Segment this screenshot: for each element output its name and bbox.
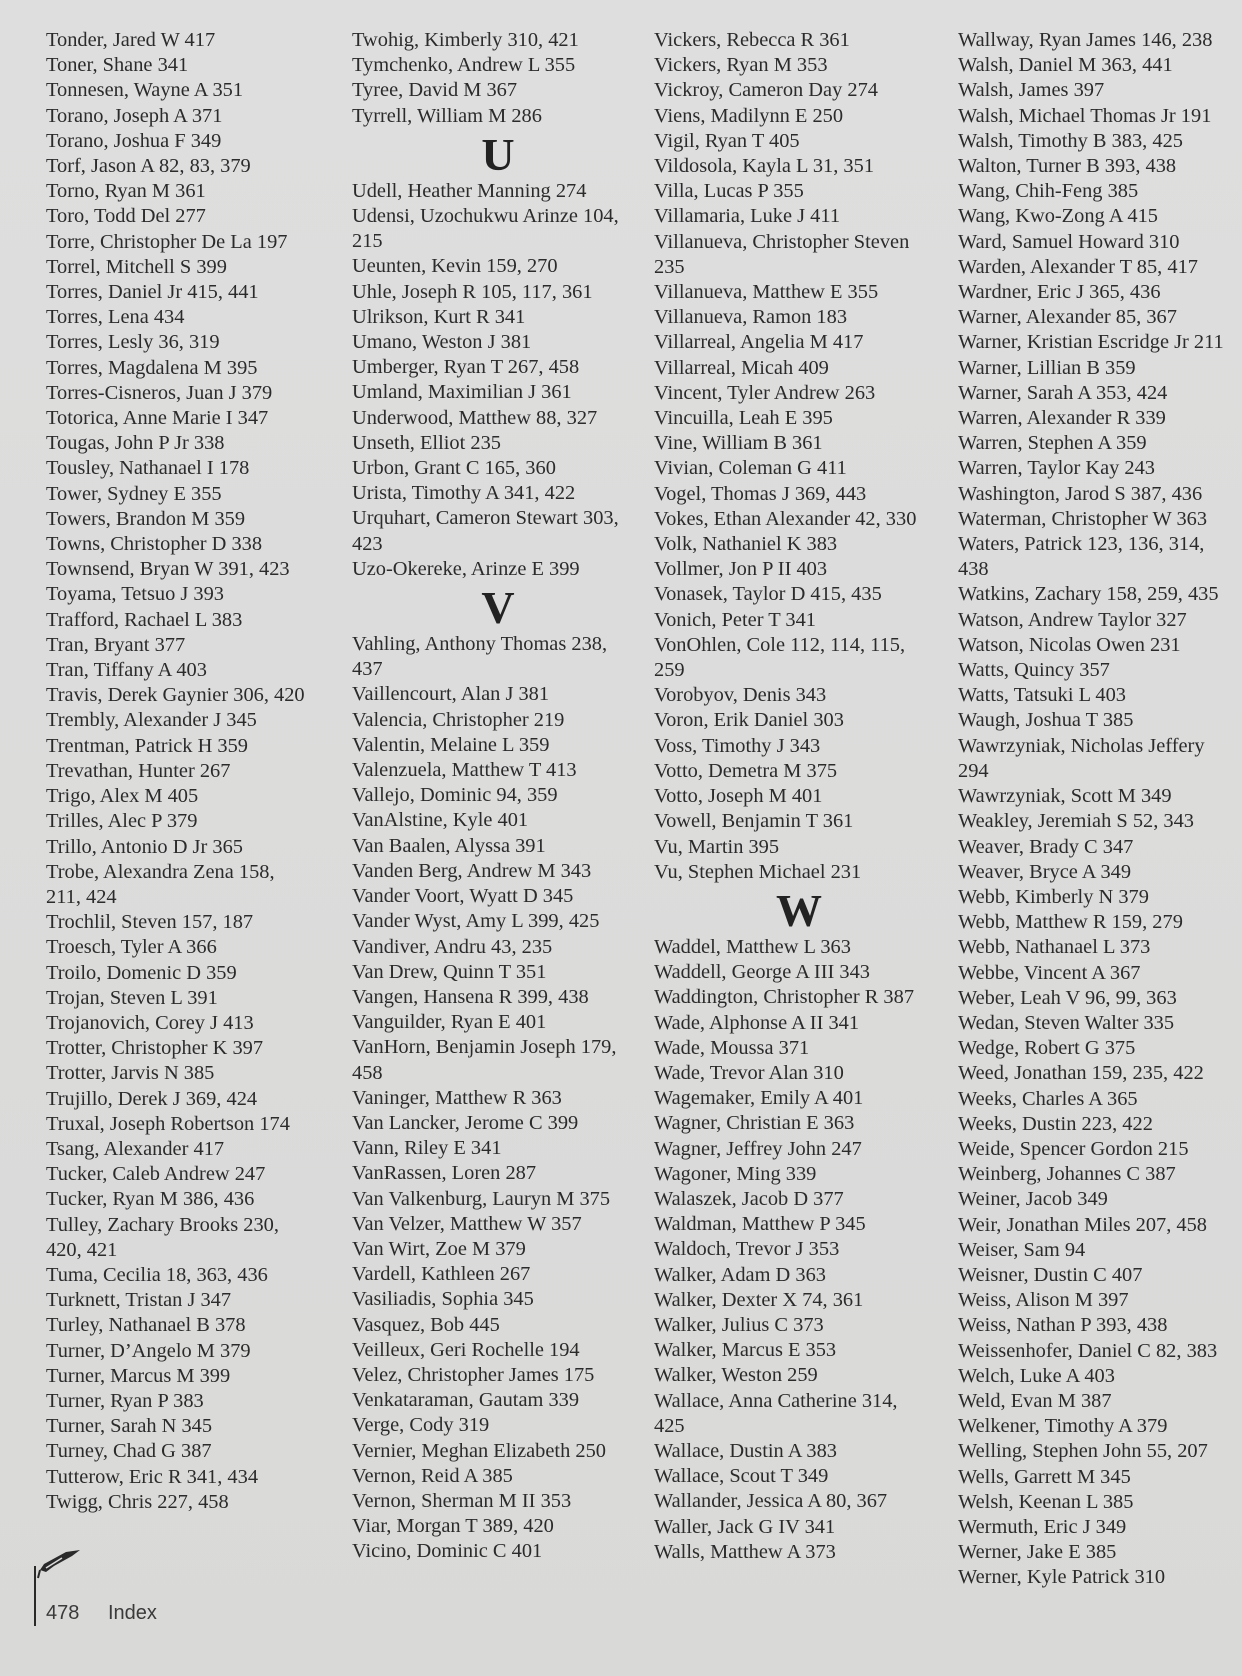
index-entry: Vahling, Anthony Thomas 238, [352,633,608,656]
index-entry: Torres, Magdalena M 395 [46,356,258,379]
index-entry: Votto, Joseph M 401 [654,785,823,808]
index-entry: Twigg, Chris 227, 458 [46,1490,229,1513]
index-entry: Umano, Weston J 381 [352,331,532,354]
index-entry: Trentman, Patrick H 359 [46,734,249,757]
index-entry: Watts, Tatsuki L 403 [958,684,1126,707]
index-entry: Torres-Cisneros, Juan J 379 [46,381,273,404]
index-entry: 458 [352,1061,383,1084]
index-entry: Vandiver, Andru 43, 235 [352,935,553,958]
index-entry: Tsang, Alexander 417 [46,1137,225,1160]
index-entry: Vu, Martin 395 [654,835,780,858]
index-entry: Walker, Marcus E 353 [654,1339,837,1362]
index-entry: Trujillo, Derek J 369, 424 [46,1087,258,1110]
index-entry: Weber, Leah V 96, 99, 363 [958,986,1177,1009]
index-entry: Vander Wyst, Amy L 399, 425 [352,910,600,933]
index-entry: Wang, Chih-Feng 385 [958,180,1139,203]
index-entry: Villanueva, Christopher Steven [654,230,910,253]
index-entry: Warden, Alexander T 85, 417 [958,255,1198,278]
index-entry: Trigo, Alex M 405 [46,785,199,808]
index-entry: Trojanovich, Corey J 413 [46,1011,254,1034]
index-entry: Tonder, Jared W 417 [46,29,216,51]
index-entry: Walker, Adam D 363 [654,1263,826,1286]
index-entry: Towns, Christopher D 338 [46,533,263,556]
index-entry: Waller, Jack G IV 341 [654,1515,836,1538]
index-entry: Waters, Patrick 123, 136, 314, [958,533,1205,556]
index-entry: Waldoch, Trevor J 353 [654,1238,840,1261]
index-entry: Wallace, Dustin A 383 [654,1439,837,1462]
index-entry: Wagoner, Ming 339 [654,1162,817,1185]
index-entry: Umland, Maximilian J 361 [352,381,572,404]
index-entry: Vangen, Hansena R 399, 438 [352,985,589,1008]
index-entry: Warren, Stephen A 359 [958,432,1147,455]
index-entry: Watson, Nicolas Owen 231 [958,633,1181,656]
index-entry: Welsh, Keenan L 385 [958,1490,1134,1513]
index-entry: Uhle, Joseph R 105, 117, 361 [352,280,593,303]
index-entry: Vincent, Tyler Andrew 263 [654,381,876,404]
index-entry: Trillo, Antonio D Jr 365 [46,835,243,858]
index-entry: Vasiliadis, Sophia 345 [352,1288,534,1311]
index-entry: Webbe, Vincent A 367 [958,961,1141,984]
index-entry: Tucker, Ryan M 386, 436 [46,1188,255,1211]
index-entry: Walsh, Michael Thomas Jr 191 [958,104,1212,127]
index-entry: Welch, Luke A 403 [958,1364,1115,1387]
index-entry: Webb, Nathanael L 373 [958,936,1151,959]
index-entry: Van Baalen, Alyssa 391 [352,834,546,857]
index-entry: Viar, Morgan T 389, 420 [352,1515,554,1538]
index-entry: Vernon, Reid A 385 [352,1464,513,1487]
index-column-3 [654,28,944,1565]
index-entry: Vasquez, Bob 445 [352,1313,500,1336]
index-entry: Veilleux, Geri Rochelle 194 [352,1338,580,1361]
index-entry: Trojan, Steven L 391 [46,986,218,1009]
index-entry: VanAlstine, Kyle 401 [352,809,529,832]
pen-nib-icon [36,1548,82,1587]
index-entry: Wagner, Jeffrey John 247 [654,1137,862,1160]
index-entry: Walaszek, Jacob D 377 [654,1187,844,1210]
index-entry: Turney, Chad G 387 [46,1440,212,1463]
index-entry: Trafford, Rachael L 383 [46,608,243,631]
index-entry: Wagner, Christian E 363 [654,1112,855,1135]
index-entry: Weed, Jonathan 159, 235, 422 [958,1062,1204,1085]
index-entry: Ulrikson, Kurt R 341 [352,305,526,328]
index-entry: Weissenhofer, Daniel C 82, 383 [958,1339,1218,1362]
index-entry: Vine, William B 361 [654,432,823,455]
index-entry: Vogel, Thomas J 369, 443 [654,482,867,505]
index-entry: Vallejo, Dominic 94, 359 [352,784,558,807]
index-entry: Trotter, Christopher K 397 [46,1037,264,1060]
index-entry: Webb, Matthew R 159, 279 [958,911,1183,934]
index-entry: Votto, Demetra M 375 [654,759,838,782]
index-entry: Wade, Alphonse A II 341 [654,1011,860,1034]
index-entry: Weakley, Jeremiah S 52, 343 [958,810,1194,833]
index-entry: Weisner, Dustin C 407 [958,1263,1143,1286]
index-entry: Vowell, Benjamin T 361 [654,810,854,833]
index-entry: Towers, Brandon M 359 [46,507,246,530]
index-entry: Urista, Timothy A 341, 422 [352,482,576,505]
index-entry: Warner, Sarah A 353, 424 [958,381,1168,404]
index-entry: Totorica, Anne Marie I 347 [46,407,269,430]
index-entry: 235 [654,255,685,278]
index-entry: Trevathan, Hunter 267 [46,759,231,782]
index-entry: Van Valkenburg, Lauryn M 375 [352,1187,611,1210]
index-entry: Tougas, John P Jr 338 [46,432,225,455]
index-entry: Tousley, Nathanael I 178 [46,457,250,480]
index-entry: Weiss, Alison M 397 [958,1289,1129,1312]
index-entry: Waddington, Christopher R 387 [654,986,915,1009]
index-entry: Villamaria, Luke J 411 [654,205,841,228]
index-entry: Unseth, Elliot 235 [352,431,501,454]
index-entry: Underwood, Matthew 88, 327 [352,406,598,429]
index-entry: Van Lancker, Jerome C 399 [352,1111,579,1134]
section-letter-heading: U [481,128,515,180]
index-entry: Walker, Weston 259 [654,1364,818,1387]
index-entry: Tower, Sydney E 355 [46,482,222,505]
index-entry: Umberger, Ryan T 267, 458 [352,356,580,379]
index-entry: Weld, Evan M 387 [958,1389,1112,1412]
index-entry: Vivian, Coleman G 411 [654,457,847,480]
index-entry: Twohig, Kimberly 310, 421 [352,29,579,51]
index-entry: Velez, Christopher James 175 [352,1363,595,1386]
index-entry: Tucker, Caleb Andrew 247 [46,1163,266,1186]
index-entry: Trembly, Alexander J 345 [46,709,257,732]
index-entry: Weaver, Brady C 347 [958,835,1134,858]
index-entry: Waddell, George A III 343 [654,961,870,984]
index-entry: Tran, Bryant 377 [46,633,186,656]
index-entry: Turknett, Tristan J 347 [46,1289,232,1312]
index-entry: Turner, Marcus M 399 [46,1364,231,1387]
footer-rule [34,1566,36,1626]
index-entry: Turner, Sarah N 345 [46,1415,213,1438]
index-entry: VanRassen, Loren 287 [352,1162,537,1185]
index-entry: Urquhart, Cameron Stewart 303, [352,507,619,530]
index-entry: Weaver, Bryce A 349 [958,860,1132,883]
index-entry: 259 [654,659,685,682]
index-entry: Van Drew, Quinn T 351 [352,960,547,983]
index-entry: Walker, Julius C 373 [654,1313,824,1336]
index-entry: Vicino, Dominic C 401 [352,1540,543,1563]
index-entry: Wallace, Anna Catherine 314, [654,1389,898,1412]
index-entry: Valencia, Christopher 219 [352,708,565,731]
index-entry: Walsh, Daniel M 363, 441 [958,54,1173,77]
index-entry: Troilo, Domenic D 359 [46,961,237,984]
index-entry: Van Velzer, Matthew W 357 [352,1212,582,1235]
section-letter-heading: W [776,884,822,936]
index-entry: Trochlil, Steven 157, 187 [46,911,254,934]
index-entry: Urbon, Grant C 165, 360 [352,457,556,480]
index-entry: Waterman, Christopher W 363 [958,507,1208,530]
index-entry: Werner, Kyle Patrick 310 [958,1566,1166,1589]
index-entry: Tonnesen, Wayne A 351 [46,79,244,102]
index-column-4 [958,28,1240,1591]
index-entry: VonOhlen, Cole 112, 114, 115, [654,633,906,656]
index-entry: Udell, Heather Manning 274 [352,179,587,202]
index-entry: Warner, Alexander 85, 367 [958,306,1177,329]
index-entry: Weeks, Charles A 365 [958,1087,1138,1110]
index-entry: Wade, Moussa 371 [654,1036,810,1059]
index-entry: Villanueva, Matthew E 355 [654,281,879,304]
index-entry: Weir, Jonathan Miles 207, 458 [958,1213,1207,1236]
index-entry: Vonasek, Taylor D 415, 435 [654,583,882,606]
index-entry: Weiss, Nathan P 393, 438 [958,1314,1168,1337]
index-entry: Turner, Ryan P 383 [46,1389,204,1412]
index-entry: Warren, Taylor Kay 243 [958,457,1155,480]
index-entry: Wang, Kwo-Zong A 415 [958,205,1158,228]
index-entry: Wedge, Robert G 375 [958,1037,1136,1060]
index-entry: Villarreal, Angelia M 417 [654,331,864,354]
index-entry: 215 [352,230,383,253]
index-entry: Welling, Stephen John 55, 207 [958,1440,1208,1463]
index-entry: Wade, Trevor Alan 310 [654,1061,844,1084]
index-entry: Wawrzyniak, Nicholas Jeffery [958,734,1205,757]
index-entry: Valenzuela, Matthew T 413 [352,759,577,782]
page-footer [34,1548,234,1628]
index-entry: Verge, Cody 319 [352,1414,490,1437]
index-entry: Villa, Lucas P 355 [654,180,804,203]
index-entry: Tulley, Zachary Brooks 230, [46,1213,279,1236]
index-entry: Turley, Nathanael B 378 [46,1314,246,1337]
index-entry: Wawrzyniak, Scott M 349 [958,785,1172,808]
index-entry: Wallway, Ryan James 146, 238 [958,29,1213,51]
index-entry: Vanden Berg, Andrew M 343 [352,859,592,882]
index-entry: Tyrrell, William M 286 [352,104,542,127]
index-entry: Torres, Daniel Jr 415, 441 [46,281,259,304]
index-entry: Werner, Jake E 385 [958,1541,1117,1564]
index-entry: Vaillencourt, Alan J 381 [352,683,550,706]
index-entry: Warner, Kristian Escridge Jr 211 [958,331,1224,354]
index-entry: 437 [352,658,383,681]
index-entry: Wallace, Scout T 349 [654,1465,829,1488]
index-entry: Vickers, Ryan M 353 [654,54,828,77]
index-entry: Wermuth, Eric J 349 [958,1515,1127,1538]
index-entry: VanHorn, Benjamin Joseph 179, [352,1036,617,1059]
index-entry: Weiser, Sam 94 [958,1238,1086,1261]
index-entry: Waldman, Matthew P 345 [654,1213,866,1236]
index-entry: Townsend, Bryan W 391, 423 [46,558,290,581]
index-entry: Vander Voort, Wyatt D 345 [352,885,574,908]
index-entry: Tuma, Cecilia 18, 363, 436 [46,1263,268,1286]
index-entry: 294 [958,759,989,782]
index-entry: Torano, Joseph A 371 [46,104,223,127]
index-entry: Welkener, Timothy A 379 [958,1415,1168,1438]
index-entry: Wardner, Eric J 365, 436 [958,281,1161,304]
index-entry: Ueunten, Kevin 159, 270 [352,255,558,278]
index-entry: Torno, Ryan M 361 [46,180,206,203]
index-entry: Voron, Erik Daniel 303 [654,709,844,732]
index-entry: Volk, Nathaniel K 383 [654,533,838,556]
index-column-2 [352,28,644,1565]
index-entry: Webb, Kimberly N 379 [958,885,1149,908]
index-entry: Wallander, Jessica A 80, 367 [654,1490,888,1513]
index-entry: Tymchenko, Andrew L 355 [352,54,576,77]
index-entry: Viens, Madilynn E 250 [654,104,844,127]
index-entry: Walton, Turner B 393, 438 [958,155,1177,178]
index-entry: Vaninger, Matthew R 363 [352,1086,562,1109]
index-entry: Trotter, Jarvis N 385 [46,1062,215,1085]
index-entry: Turner, D’Angelo M 379 [46,1339,251,1362]
index-entry: Torano, Joshua F 349 [46,129,222,152]
index-entry: Vu, Stephen Michael 231 [654,860,862,883]
index-entry: Washington, Jarod S 387, 436 [958,482,1203,505]
index-entry: Vincuilla, Leah E 395 [654,407,833,430]
index-entry: Torres, Lena 434 [46,306,185,329]
index-entry: Toner, Shane 341 [46,54,189,77]
index-entry: Troesch, Tyler A 366 [46,936,217,959]
index-entry: Van Wirt, Zoe M 379 [352,1237,526,1260]
index-entry: Udensi, Uzochukwu Arinze 104, [352,205,619,228]
index-entry: Vann, Riley E 341 [352,1137,502,1160]
index-entry: Wagemaker, Emily A 401 [654,1087,864,1110]
index-entry: Watson, Andrew Taylor 327 [958,608,1187,631]
index-entry: Torf, Jason A 82, 83, 379 [46,155,251,178]
index-entry: 211, 424 [46,885,117,908]
index-entry: Truxal, Joseph Robertson 174 [46,1112,290,1135]
index-entry: Vickroy, Cameron Day 274 [654,79,878,102]
index-entry: Waugh, Joshua T 385 [958,709,1134,732]
index-entry: Vardell, Kathleen 267 [352,1263,531,1286]
index-entry: 425 [654,1414,685,1437]
index-entry: Weinberg, Johannes C 387 [958,1163,1176,1186]
index-entry: Tyree, David M 367 [352,79,518,102]
index-entry: Watkins, Zachary 158, 259, 435 [958,583,1219,606]
index-entry: Walsh, Timothy B 383, 425 [958,129,1183,152]
index-entry: Wells, Garrett M 345 [958,1465,1131,1488]
index-entry: Walls, Matthew A 373 [654,1540,836,1563]
index-entry: Torres, Lesly 36, 319 [46,331,220,354]
section-label: Index [108,1602,157,1624]
section-letter-heading: V [481,582,515,634]
index-entry: Travis, Derek Gaynier 306, 420 [46,684,305,707]
index-entry: Wedan, Steven Walter 335 [958,1011,1175,1034]
index-entry: Villarreal, Micah 409 [654,356,829,379]
index-entry: Valentin, Melaine L 359 [352,733,550,756]
index-entry: Vanguilder, Ryan E 401 [352,1011,547,1034]
index-entry: Walsh, James 397 [958,79,1105,102]
index-entry: Tutterow, Eric R 341, 434 [46,1465,259,1488]
index-entry: Vickers, Rebecca R 361 [654,29,850,51]
index-entry: Vildosola, Kayla L 31, 351 [654,155,875,178]
index-entry: Watts, Quincy 357 [958,659,1110,682]
index-entry: 420, 421 [46,1238,118,1261]
index-entry: Ward, Samuel Howard 310 [958,230,1180,253]
index-entry: Vonich, Peter T 341 [654,608,816,631]
index-entry: Toro, Todd Del 277 [46,205,206,228]
index-entry: Villanueva, Ramon 183 [654,306,848,329]
index-entry: Vorobyov, Denis 343 [654,684,827,707]
index-entry: 423 [352,532,383,555]
index-entry: Trobe, Alexandra Zena 158, [46,860,275,883]
index-entry: Vokes, Ethan Alexander 42, 330 [654,507,917,530]
index-entry: Torre, Christopher De La 197 [46,230,288,253]
index-entry: Warner, Lillian B 359 [958,356,1136,379]
index-entry: Walker, Dexter X 74, 361 [654,1288,864,1311]
index-entry: Vernon, Sherman M II 353 [352,1489,572,1512]
index-entry: Weide, Spencer Gordon 215 [958,1137,1189,1160]
index-entry: Torrel, Mitchell S 399 [46,255,227,278]
index-entry: Trilles, Alec P 379 [46,810,198,833]
index-entry: Vernier, Meghan Elizabeth 250 [352,1439,606,1462]
index-column-1 [46,28,346,1515]
index-entry: Tran, Tiffany A 403 [46,659,207,682]
index-entry: Warren, Alexander R 339 [958,407,1166,430]
index-entry: 438 [958,558,989,581]
index-entry: Waddel, Matthew L 363 [654,935,851,958]
index-entry: Toyama, Tetsuo J 393 [46,583,224,606]
index-entry: Venkataraman, Gautam 339 [352,1389,580,1412]
index-entry: Weiner, Jacob 349 [958,1188,1108,1211]
index-entry: Weeks, Dustin 223, 422 [958,1112,1153,1135]
page-number: 478 [46,1602,80,1624]
index-entry: Vigil, Ryan T 405 [654,129,800,152]
index-entry: Uzo-Okereke, Arinze E 399 [352,557,580,580]
index-entry: Voss, Timothy J 343 [654,734,821,757]
index-entry: Vollmer, Jon P II 403 [654,558,828,581]
